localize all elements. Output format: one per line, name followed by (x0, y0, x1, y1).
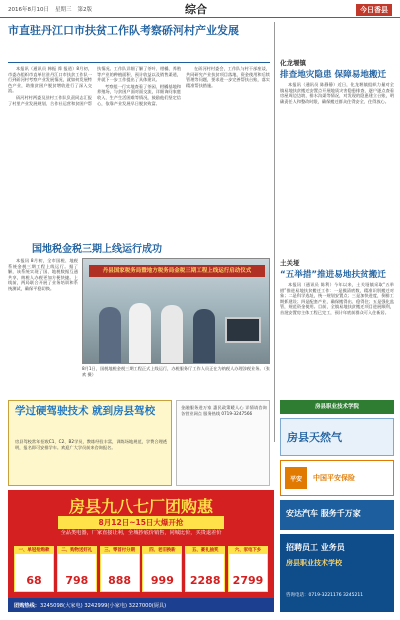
masthead (0, 0, 400, 18)
deal-card[interactable] (228, 546, 268, 592)
deal-label: 单冠抢购款 (27, 548, 50, 553)
gas-ad[interactable] (280, 418, 394, 456)
driving-school-body: 房县驾校常年招收C1、C2、B2学员，教练经验丰富，训练场地规范，学费合理透明，报名即可安排学车。欢迎广大学员前来咨询报名。 (15, 439, 167, 450)
deal-number: 四、 (149, 548, 158, 553)
photo-monitor (225, 317, 261, 343)
photo-person (129, 303, 151, 363)
deal-price: 2288 (189, 574, 221, 587)
photo-banner: 丹县国家税务局暨地方税务局金税三期工程上线运行启动仪式 (89, 265, 265, 277)
deal-price: 888 (108, 574, 132, 587)
mall-ad-dates: 8月12日~15日大爆开抢 (58, 516, 224, 529)
deal-number: 三、 (104, 548, 113, 553)
photo-person (193, 309, 215, 363)
feature-caption: 8月1日，国税地税金税三期工程正式上线运行，办税服务厅工作人员正在为纳税人办理涉税业务。（张欢 摄） (82, 366, 270, 377)
deal-price: 999 (150, 574, 174, 587)
deal-price: 2799 (232, 574, 264, 587)
story1-headline: 排查地灾隐患 保障易地搬迁 (280, 70, 387, 80)
story1-kicker: 化龙堰镇 (280, 59, 306, 67)
recruit-school: 房县职业技术学校 (286, 559, 342, 567)
lead-story-paragraph: 在硚河村村委会，工作队与村干部座谈，共同研究产业扶贫项目落地、资金使用和后续管理等问题，要求进一步完善帮扶台账，落实精准帮扶措施。 (186, 66, 270, 88)
story2-kicker: 土关垭 (280, 259, 300, 267)
photo-person (99, 307, 121, 363)
deal-number: 一、 (18, 548, 28, 553)
right-banner-text: 房县职业技术学院 (314, 404, 359, 410)
paper-logo: 今日香县 (356, 4, 392, 16)
deal-price: 68 (26, 574, 42, 587)
right-banner-ad[interactable] (280, 400, 394, 414)
deal-card[interactable] (100, 546, 140, 592)
deal-label: 家电下乡 (243, 548, 262, 553)
insurance-text: 中国平安保险 (313, 474, 355, 482)
deal-label: 老旧换新 (158, 548, 176, 553)
story2-body: 本报讯（通讯员 陈利）今年以来，土关垭镇采取“五举措”推进易地扶贫搬迁工作：一是摸清底数，精准识别搬迁对象；二是科学选址，统一规划安置点；三是加快进度，倒排工期抓建设；四是配套产业，确保搬得出、稳得住；五是强化监管，规范资金使用。目前，全镇易地扶贫搬迁项目进展顺利，首批安置房主体工程已完工，预计年底前群众可入住新居。 (280, 282, 394, 315)
lead-story-paragraph: 考察组一行实地查看了茶园、柑橘基地和养殖场，与贫困户面对面交流，详细询问家庭收入、生产生活困难等情况，鼓励他们坚定信心，依靠产业发展早日脱贫致富。 (97, 83, 181, 106)
recruit-phone: 咨询电话：0719-3221176 3245211 (286, 593, 364, 598)
gas-ad-title: 房县天然气 (287, 431, 342, 444)
recruit-ad[interactable] (280, 534, 394, 612)
mall-phone-label: 团购热线： (14, 602, 40, 609)
deal-label: 零首付分期 (113, 548, 135, 553)
mall-ad-promo: 全品类电器，厂家直接让利，全城抄底价销售，同城比价，买贵退差价 (60, 530, 222, 536)
deal-card[interactable] (185, 546, 225, 592)
auto-service-text: 安达汽车 服务千万家 (286, 509, 361, 518)
page-number: 第2版 (77, 6, 93, 13)
story2-headline: “五举措”推进易地扶贫搬迁 (280, 270, 386, 280)
issue-date: 2016年8月10日 (8, 6, 49, 13)
story1-body: 本报讯（通讯员 陈静静）近日，化龙堰镇组织力量对全镇易地扶贫搬迁安置点开展地质灾害隐患排查，逐户逐点查看房屋周边边坡、排水沟渠等情况，对发现的隐患建立台账，明确责任人和整改时限，确保搬迁群众住得安全、住得放心。 (280, 82, 394, 104)
mall-deals (14, 546, 268, 592)
deal-price: 798 (65, 574, 89, 587)
feature-body: 本报讯 8月初，全市国税、地税系统金税三期工程上线运行。据了解，该系统实现了国、地税数据互通共享，纳税人办税更加方便快捷。上线前，两局联合开展了业务培训和系统测试，确保平稳切换。 (8, 258, 78, 291)
deal-label: 豪礼抽奖 (200, 548, 219, 553)
deal-label: 购物送好礼 (70, 548, 93, 553)
mall-ad-title: 房县九八七厂团购惠 (68, 497, 213, 516)
insurance-logo: 平安 (285, 467, 307, 489)
lead-story-paragraph: 本报讯（通讯员 韩振 舜 报道）8月初，市委办组织市直单位驻丹江口市扶贫工作队一行到硚河村考察产业发展情况，就如何发展特色产业，助推贫困户脱贫增收进行了深入交流。 (8, 66, 92, 94)
feature-photo (82, 258, 270, 364)
deal-card[interactable] (142, 546, 182, 592)
lead-story-headline: 市直驻丹江口市扶贫工作队考察硚河村产业发展 (8, 24, 239, 37)
feature-headline: 国地税金税三期上线运行成功 (32, 244, 162, 255)
issue-weekday: 星期三 (55, 6, 72, 13)
deal-card[interactable] (14, 546, 54, 592)
right-column-rule (274, 22, 275, 442)
notice-box (176, 400, 270, 486)
recruit-title: 招聘员工 业务员 (286, 543, 345, 552)
driving-school-ad[interactable] (8, 400, 172, 486)
auto-service-ad[interactable] (280, 500, 394, 530)
photo-person (161, 305, 183, 363)
notice-text: 金融服务进万家 惠民政策暖人心 详情请咨询各营业网点 服务热线 0719-3247566 (181, 405, 267, 416)
deal-card[interactable] (57, 546, 97, 592)
mall-phone-bar (8, 598, 274, 612)
insurance-ad[interactable] (280, 460, 394, 496)
deal-number: 五、 (192, 548, 201, 553)
lead-story-paragraph: 硚河村村两委及驻村工作队负责同志汇报了村里产业发展规划、合作社运营和贫困户帮扶情况。工作队详细了解了茶叶、柑橘、养殖等产业的种植面积、预计收益以及销售渠道，并就下一步工作提出了具体建议。 (8, 66, 181, 106)
lead-story-body (8, 66, 270, 232)
section-title: 综合 (185, 2, 207, 16)
deal-number: 二、 (61, 548, 71, 553)
mall-ad[interactable] (8, 490, 274, 612)
deal-number: 六、 (234, 548, 244, 553)
driving-school-title: 学过硬驾驶技术 就到房县驾校 (15, 405, 156, 417)
mall-phone-numbers: 3245098(大家电) 3242999(小家电) 3227000(厨具) (39, 602, 167, 609)
lead-story-headline-underline (8, 62, 270, 63)
